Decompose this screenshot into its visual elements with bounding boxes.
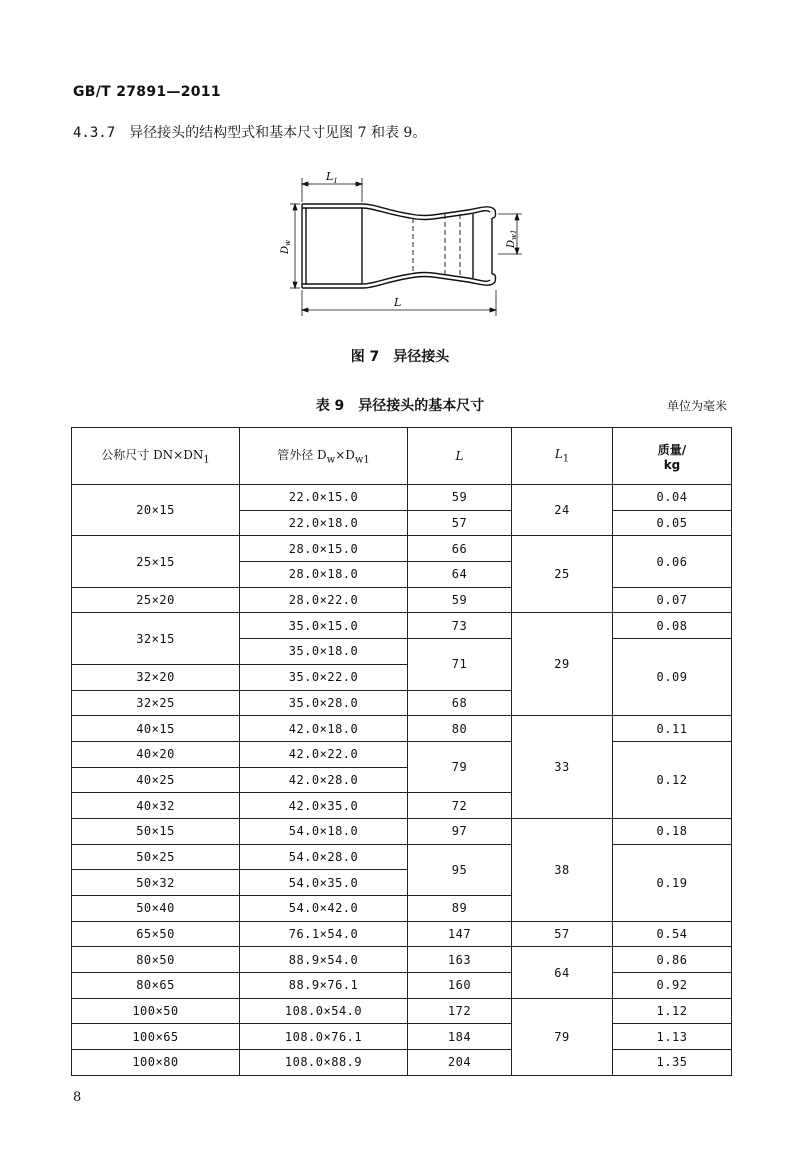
- cell-od: 22.0×15.0: [240, 485, 408, 511]
- cell-mass: 0.18: [613, 818, 732, 844]
- cell-l: 80: [408, 716, 512, 742]
- section-text: 异径接头的结构型式和基本尺寸见图 7 和表 9。: [129, 125, 427, 141]
- cell-mass: 0.07: [613, 587, 732, 613]
- cell-dn: 100×50: [72, 998, 240, 1024]
- cell-od: 108.0×76.1: [240, 1024, 408, 1050]
- cell-l: 97: [408, 818, 512, 844]
- cell-mass: 0.86: [613, 947, 732, 973]
- header-outer-diameter: 管外径 $D_w\times D_{w1}$: [240, 428, 408, 485]
- cell-dn: 65×50: [72, 921, 240, 947]
- table-row: [72, 818, 732, 844]
- cell-dn: 20×15: [72, 485, 240, 536]
- cell-od: 54.0×18.0: [240, 818, 408, 844]
- cell-od: 35.0×28.0: [240, 690, 408, 716]
- table-row: [72, 998, 732, 1024]
- table-row: [72, 1024, 732, 1050]
- cell-l: 64: [408, 562, 512, 588]
- label-l1: $L_1$: [326, 170, 338, 185]
- cell-dn: 50×40: [72, 896, 240, 922]
- cell-mass: 0.11: [613, 716, 732, 742]
- cell-l1: 33: [512, 716, 613, 819]
- header-l: L: [408, 428, 512, 485]
- cell-dn: 50×32: [72, 870, 240, 896]
- header-mass: 质量/ kg: [613, 428, 732, 485]
- cell-mass: 0.09: [613, 639, 732, 716]
- cell-dn: 80×50: [72, 947, 240, 973]
- cell-l: 89: [408, 896, 512, 922]
- cell-dn: 32×15: [72, 613, 240, 664]
- cell-mass: 0.92: [613, 973, 732, 999]
- cell-dn: 32×20: [72, 664, 240, 690]
- cell-mass: 0.04: [613, 485, 732, 511]
- cell-l1: 24: [512, 485, 613, 536]
- section-paragraph: [73, 122, 426, 142]
- table-row: [72, 485, 732, 511]
- cell-dn: 50×15: [72, 818, 240, 844]
- table-row: [72, 844, 732, 870]
- table-row: [72, 947, 732, 973]
- cell-dn: 80×65: [72, 973, 240, 999]
- cell-od: 88.9×76.1: [240, 973, 408, 999]
- cell-od: 108.0×88.9: [240, 1050, 408, 1076]
- table-row: [72, 921, 732, 947]
- cell-dn: 40×20: [72, 741, 240, 767]
- table-row: [72, 741, 732, 767]
- standard-code: GB/T 27891—2011: [73, 84, 221, 100]
- cell-od: 88.9×54.0: [240, 947, 408, 973]
- cell-dn: 40×25: [72, 767, 240, 793]
- cell-od: 54.0×42.0: [240, 896, 408, 922]
- unit-note: 单位为毫米: [666, 399, 727, 413]
- table-caption: 表 9 异径接头的基本尺寸: [315, 398, 485, 414]
- table-row: [72, 716, 732, 742]
- cell-l: 95: [408, 844, 512, 895]
- cell-l: 160: [408, 973, 512, 999]
- cell-od: 42.0×28.0: [240, 767, 408, 793]
- page-number: 8: [73, 1090, 82, 1105]
- label-l: L: [394, 296, 402, 309]
- cell-dn: 40×15: [72, 716, 240, 742]
- cell-mass: 0.08: [613, 613, 732, 639]
- cell-l: 163: [408, 947, 512, 973]
- cell-od: 42.0×22.0: [240, 741, 408, 767]
- cell-l: 59: [408, 485, 512, 511]
- cell-od: 54.0×28.0: [240, 844, 408, 870]
- cell-l: 66: [408, 536, 512, 562]
- cell-od: 35.0×15.0: [240, 613, 408, 639]
- header-l1: $L_1$: [512, 428, 613, 485]
- cell-l1: 57: [512, 921, 613, 947]
- cell-od: 28.0×15.0: [240, 536, 408, 562]
- cell-dn: 25×20: [72, 587, 240, 613]
- figure-caption: 图 7 异径接头: [350, 349, 450, 365]
- cell-mass: 1.35: [613, 1050, 732, 1076]
- cell-od: 108.0×54.0: [240, 998, 408, 1024]
- cell-l: 59: [408, 587, 512, 613]
- cell-dn: 50×25: [72, 844, 240, 870]
- cell-mass: 0.06: [613, 536, 732, 587]
- cell-od: 42.0×35.0: [240, 793, 408, 819]
- dimension-table: [71, 427, 732, 1076]
- cell-l: 73: [408, 613, 512, 639]
- cell-od: 54.0×35.0: [240, 870, 408, 896]
- cell-od: 76.1×54.0: [240, 921, 408, 947]
- cell-l1: 79: [512, 998, 613, 1075]
- cell-l1: 38: [512, 818, 613, 921]
- label-dw: $D_w$: [280, 239, 292, 254]
- table-row: [72, 973, 732, 999]
- cell-od: 22.0×18.0: [240, 510, 408, 536]
- cell-dn: 40×32: [72, 793, 240, 819]
- cell-l: 184: [408, 1024, 512, 1050]
- cell-l: 147: [408, 921, 512, 947]
- cell-l: 204: [408, 1050, 512, 1076]
- cell-dn: 100×80: [72, 1050, 240, 1076]
- cell-od: 35.0×22.0: [240, 664, 408, 690]
- cell-mass: 1.13: [613, 1024, 732, 1050]
- table-row: [72, 587, 732, 613]
- cell-l1: 25: [512, 536, 613, 613]
- table-row: [72, 613, 732, 639]
- cell-mass: 0.05: [613, 510, 732, 536]
- cell-l: 72: [408, 793, 512, 819]
- cell-mass: 0.54: [613, 921, 732, 947]
- cell-od: 28.0×18.0: [240, 562, 408, 588]
- cell-l: 68: [408, 690, 512, 716]
- cell-od: 42.0×18.0: [240, 716, 408, 742]
- table-row: [72, 536, 732, 562]
- header-nominal-size: 公称尺寸 $DN\times DN_1$: [72, 428, 240, 485]
- cell-mass: 1.12: [613, 998, 732, 1024]
- cell-mass: 0.19: [613, 844, 732, 921]
- label-dw1: $D_{w1}$: [506, 229, 518, 248]
- table-row: [72, 1050, 732, 1076]
- cell-dn: 100×65: [72, 1024, 240, 1050]
- cell-l: 71: [408, 639, 512, 690]
- cell-l: 57: [408, 510, 512, 536]
- cell-l: 172: [408, 998, 512, 1024]
- cell-od: 28.0×22.0: [240, 587, 408, 613]
- cell-dn: 32×25: [72, 690, 240, 716]
- section-number: 4.3.7: [73, 125, 116, 141]
- cell-od: 35.0×18.0: [240, 639, 408, 665]
- cell-dn: 25×15: [72, 536, 240, 587]
- cell-l1: 64: [512, 947, 613, 998]
- cell-l: 79: [408, 741, 512, 792]
- cell-l1: 29: [512, 613, 613, 716]
- reducer-drawing: [270, 170, 530, 320]
- cell-mass: 0.12: [613, 741, 732, 818]
